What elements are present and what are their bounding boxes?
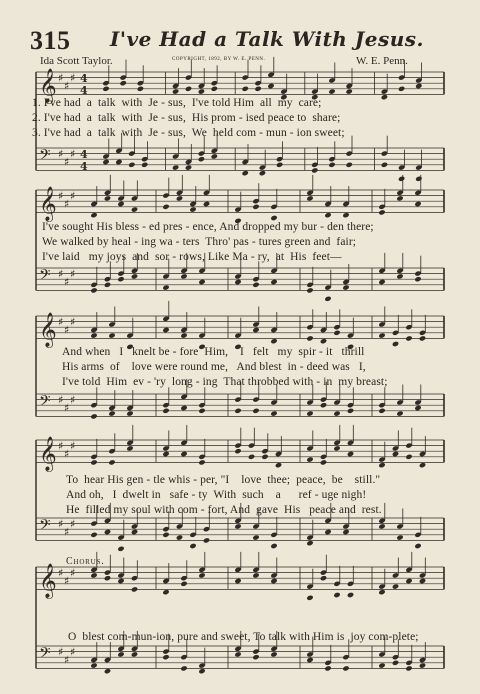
note-head (141, 162, 148, 168)
note-head (162, 327, 169, 333)
note-head (117, 651, 124, 657)
sharp-icon: ♯ (70, 517, 76, 531)
note-head (306, 540, 313, 546)
sharp-icon: ♯ (64, 653, 70, 667)
note-head (211, 86, 218, 92)
note-head (252, 654, 259, 660)
note-head (117, 276, 124, 282)
note-head (276, 162, 283, 168)
note-head (270, 578, 277, 584)
note-head (108, 410, 115, 416)
note-head (254, 86, 261, 92)
note-head (347, 451, 354, 457)
note-head (198, 668, 205, 674)
note-head (324, 665, 331, 671)
note-head (346, 88, 353, 94)
note-head (90, 413, 97, 419)
sharp-icon: ♯ (64, 323, 70, 337)
treble-clef-icon: 𝄞 (39, 563, 57, 599)
note-head (131, 651, 138, 657)
note-head (90, 459, 97, 465)
time-signature: 4 (80, 148, 88, 162)
note-head (261, 454, 268, 460)
note-head (347, 408, 354, 414)
note-head (333, 330, 340, 336)
sharp-icon: ♯ (64, 574, 70, 588)
note-head (346, 162, 353, 168)
sharp-icon: ♯ (70, 147, 76, 161)
sharp-icon: ♯ (70, 71, 76, 85)
time-signature: 4 (80, 159, 88, 173)
note-head (90, 532, 97, 538)
note-head (90, 287, 97, 293)
note-head (234, 448, 241, 454)
note-head (162, 284, 169, 290)
note-head (252, 534, 259, 540)
lyric-line: To hear His gen - tle whis - per, "I love thee; peace, be still." (66, 474, 381, 486)
note-head (328, 88, 335, 94)
note-head (275, 462, 282, 468)
sharp-icon: ♯ (70, 439, 76, 453)
note-head (242, 170, 249, 176)
note-head (162, 204, 169, 210)
treble-clef-icon: 𝄞 (39, 312, 57, 348)
note-head (252, 282, 259, 288)
note-head (415, 176, 422, 182)
sharp-icon: ♯ (58, 267, 64, 281)
lyric-line: And when I knelt be - fore Him, I felt my spir - it thrill (62, 346, 365, 358)
sharp-icon: ♯ (70, 267, 76, 281)
note-head (347, 592, 354, 598)
note-head (198, 88, 205, 94)
note-head (108, 459, 115, 465)
bass-clef-icon: 𝄢 (39, 146, 51, 168)
sharp-icon: ♯ (58, 645, 64, 659)
note-head (252, 572, 259, 578)
note-head (176, 534, 183, 540)
note-head (90, 212, 97, 218)
note-head (117, 546, 124, 552)
note-head (102, 159, 109, 165)
note-head (398, 176, 405, 182)
note-head (414, 405, 421, 411)
note-head (392, 451, 399, 457)
sharp-icon: ♯ (64, 447, 70, 461)
note-head (415, 83, 422, 89)
note-head (270, 410, 277, 416)
note-head (234, 408, 241, 414)
note-head (320, 338, 327, 344)
note-head (104, 529, 111, 535)
note-head (378, 662, 385, 668)
note-head (131, 529, 138, 535)
note-head (306, 456, 313, 462)
note-head (396, 273, 403, 279)
note-head (234, 578, 241, 584)
note-head (259, 170, 266, 176)
lyric-line: I've laid my joys and sor - rows, Like Ma - ry, at His feet— (42, 251, 342, 263)
note-head (333, 592, 340, 598)
note-head (396, 195, 403, 201)
note-head (378, 332, 385, 338)
lyric-line: O blest com-mun-ion, pure and sweet, To talk with Him is joy com-plete; (68, 631, 419, 643)
hymn-title: I've Had a Talk With Jesus. (110, 27, 425, 51)
note-head (180, 665, 187, 671)
note-head (102, 86, 109, 92)
note-head (180, 405, 187, 411)
note-head (126, 445, 133, 451)
note-head (90, 332, 97, 338)
note-head (104, 575, 111, 581)
sharp-icon: ♯ (70, 393, 76, 407)
note-head (180, 273, 187, 279)
bass-clef-icon: 𝄢 (39, 392, 51, 414)
note-head (396, 410, 403, 416)
note-head (252, 327, 259, 333)
note-head (342, 529, 349, 535)
lyric-line: I've told Him ev - 'ry long - ing That throbbed with - in my breast; (62, 376, 388, 388)
chorus-label: Chorus. (66, 556, 105, 567)
lyric-line: 3. I've had a talk with Je - sus, We held com - mun - ion sweet; (32, 127, 345, 139)
note-head (419, 578, 426, 584)
note-head (333, 410, 340, 416)
note-head (234, 523, 241, 529)
bass-clef-icon: 𝄢 (39, 644, 51, 666)
sharp-icon: ♯ (58, 189, 64, 203)
treble-clef-icon: 𝄞 (39, 186, 57, 222)
note-head (120, 80, 127, 86)
note-head (248, 454, 255, 460)
note-head (342, 665, 349, 671)
note-head (320, 402, 327, 408)
note-head (234, 651, 241, 657)
note-head (189, 206, 196, 212)
note-head (398, 86, 405, 92)
note-head (242, 86, 249, 92)
note-head (378, 589, 385, 595)
sharp-icon: ♯ (70, 315, 76, 329)
note-head (185, 164, 192, 170)
note-head (131, 206, 138, 212)
note-head (131, 273, 138, 279)
note-head (234, 279, 241, 285)
note-head (203, 537, 210, 543)
hymn-number: 315 (30, 26, 71, 55)
note-head (270, 279, 277, 285)
note-head (320, 575, 327, 581)
treble-clef-icon: 𝄞 (39, 436, 57, 472)
note-head (104, 195, 111, 201)
hymn-author: Ida Scott Taylor. (40, 55, 113, 67)
note-head (90, 662, 97, 668)
note-head (162, 589, 169, 595)
sharp-icon: ♯ (58, 439, 64, 453)
note-head (137, 86, 144, 92)
note-head (198, 156, 205, 162)
note-head (306, 410, 313, 416)
note-head (378, 279, 385, 285)
note-head (333, 445, 340, 451)
sharp-icon: ♯ (70, 566, 76, 580)
note-head (90, 572, 97, 578)
sharp-icon: ♯ (58, 517, 64, 531)
hymn-composer: W. E. Penn. (356, 55, 408, 67)
note-head (185, 86, 192, 92)
note-head (378, 408, 385, 414)
lyric-line: He filled my soul with com - fort, And gave His peace and rest. (66, 504, 382, 516)
time-signature: 4 (80, 72, 88, 86)
bass-clef-icon: 𝄢 (39, 516, 51, 538)
note-head (176, 195, 183, 201)
note-head (270, 543, 277, 549)
sharp-icon: ♯ (64, 79, 70, 93)
note-head (211, 153, 218, 159)
note-head (311, 167, 318, 173)
note-head (324, 296, 331, 302)
note-head (198, 279, 205, 285)
note-head (405, 454, 412, 460)
sharp-icon: ♯ (70, 189, 76, 203)
sharp-icon: ♯ (64, 155, 70, 169)
sharp-icon: ♯ (58, 147, 64, 161)
lyric-line: 2. I've had a talk with Je - sus, His prom - ised peace to share; (32, 112, 341, 124)
note-head (324, 212, 331, 218)
note-head (252, 204, 259, 210)
note-head (117, 578, 124, 584)
note-head (108, 332, 115, 338)
note-head (117, 201, 124, 207)
lyric-line: We walked by heal - ing wa - ters Thro' pas - tures green and fair; (42, 236, 357, 248)
note-head (306, 657, 313, 663)
note-head (381, 162, 388, 168)
note-head (342, 284, 349, 290)
note-head (414, 276, 421, 282)
note-head (419, 462, 426, 468)
note-head (306, 287, 313, 293)
note-head (180, 581, 187, 587)
note-head (306, 195, 313, 201)
note-head (405, 578, 412, 584)
note-head (267, 83, 274, 89)
sharp-icon: ♯ (58, 393, 64, 407)
note-head (115, 159, 122, 165)
sharp-icon: ♯ (64, 197, 70, 211)
note-head (270, 651, 277, 657)
sharp-icon: ♯ (64, 275, 70, 289)
note-head (392, 660, 399, 666)
note-head (198, 572, 205, 578)
note-head (392, 583, 399, 589)
note-head (378, 523, 385, 529)
copyright-notice: COPYRIGHT, 1892, BY W. E. PENN. (172, 57, 266, 62)
lyric-line: I've sought His bless - ed pres - ence, And dropped my bur - den there; (42, 221, 374, 233)
sharp-icon: ♯ (58, 566, 64, 580)
note-head (198, 459, 205, 465)
note-head (128, 162, 135, 168)
note-head (172, 164, 179, 170)
bass-clef-icon: 𝄢 (39, 266, 51, 288)
note-head (405, 335, 412, 341)
note-head (324, 529, 331, 535)
note-head (378, 209, 385, 215)
sharp-icon: ♯ (58, 315, 64, 329)
note-head (172, 88, 179, 94)
note-head (162, 408, 169, 414)
note-head (180, 332, 187, 338)
note-head (104, 668, 111, 674)
sharp-icon: ♯ (64, 401, 70, 415)
note-head (328, 162, 335, 168)
note-head (162, 451, 169, 457)
note-head (198, 408, 205, 414)
note-head (306, 595, 313, 601)
note-head (203, 201, 210, 207)
note-head (342, 212, 349, 218)
note-head (414, 543, 421, 549)
treble-clef-icon: 𝄞 (39, 68, 57, 104)
note-head (320, 459, 327, 465)
note-head (419, 662, 426, 668)
sharp-icon: ♯ (58, 71, 64, 85)
note-head (131, 586, 138, 592)
sharp-icon: ♯ (64, 525, 70, 539)
note-head (104, 282, 111, 288)
note-head (180, 451, 187, 457)
note-head (396, 534, 403, 540)
lyric-line: 1. I've had a talk with Je - sus, I've told Him all my care; (32, 97, 322, 109)
lyric-line: His arms of love were round me, And blest in - deed was I, (62, 361, 366, 373)
note-head (378, 462, 385, 468)
note-head (162, 654, 169, 660)
sharp-icon: ♯ (70, 645, 76, 659)
note-head (306, 335, 313, 341)
note-head (414, 201, 421, 207)
note-head (162, 532, 169, 538)
note-head (270, 338, 277, 344)
time-signature: 4 (80, 83, 88, 97)
note-head (189, 543, 196, 549)
note-head (126, 410, 133, 416)
note-head (419, 335, 426, 341)
lyric-line: And oh, I dwelt in safe - ty With such a ref - uge nigh! (66, 489, 367, 501)
note-head (252, 408, 259, 414)
note-head (405, 665, 412, 671)
